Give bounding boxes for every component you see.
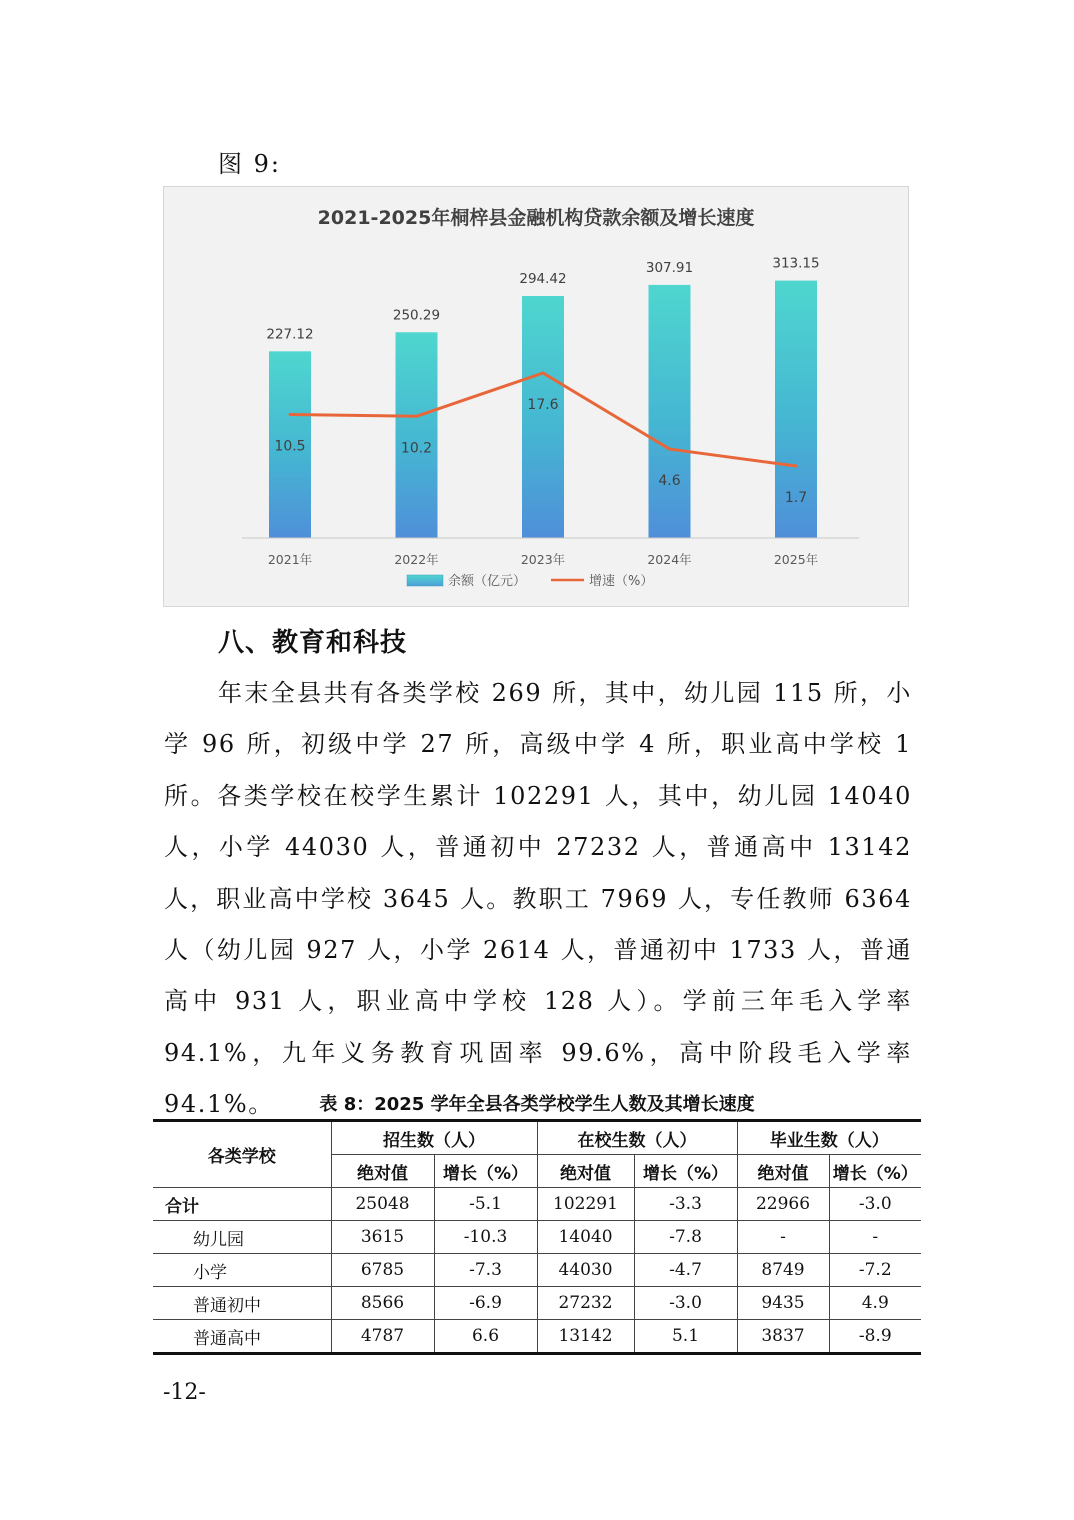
x-tick-label: 2022年 (394, 552, 439, 567)
table-cell: -3.0 (829, 1188, 921, 1221)
legend-bar-label: 余额（亿元） (448, 574, 527, 589)
bar-value-label: 227.12 (266, 326, 314, 343)
line-value-label: 17.6 (527, 397, 559, 413)
table-title: 表 8：2025 学年全县各类学校学生人数及其增长速度 (319, 1094, 755, 1115)
table-cell: 3615 (331, 1221, 434, 1254)
group-header-enrollment: 招生数（人） (331, 1121, 537, 1155)
table-cell: 13142 (537, 1320, 634, 1354)
bar-4 (649, 285, 691, 538)
table-cell: - (829, 1221, 921, 1254)
bar-value-label: 250.29 (392, 307, 441, 324)
row-label: 小学 (153, 1254, 331, 1287)
table-cell: 5.1 (634, 1320, 737, 1354)
table-cell: 102291 (537, 1188, 634, 1221)
x-tick-label: 2024年 (647, 552, 692, 567)
table-cell: -5.1 (434, 1188, 537, 1221)
subheader: 增长（%） (634, 1155, 737, 1188)
table-cell: -7.3 (434, 1254, 537, 1287)
table-cell: -3.0 (634, 1287, 737, 1320)
students-table (153, 1119, 921, 1355)
group-header-graduates: 毕业生数（人） (737, 1121, 921, 1155)
line-value-label: 4.6 (658, 473, 681, 490)
row-label: 普通初中 (153, 1287, 331, 1320)
bar-3 (522, 296, 564, 538)
table-cell: 3837 (737, 1320, 829, 1354)
table-row-header: 各类学校 (153, 1121, 331, 1188)
table-cell: 8566 (331, 1287, 434, 1320)
loan-chart (163, 186, 909, 607)
table-cell: -4.7 (634, 1254, 737, 1287)
table-row (153, 1320, 921, 1354)
chart-title: 2021-2025年桐梓县金融机构贷款余额及增长速度 (317, 207, 755, 229)
table-row (153, 1221, 921, 1254)
subheader: 绝对值 (331, 1155, 434, 1188)
legend-bar-swatch (407, 575, 443, 586)
bar-value-label: 307.91 (645, 259, 694, 276)
table-row (153, 1254, 921, 1287)
row-label: 幼儿园 (153, 1221, 331, 1254)
loan-chart-svg (164, 187, 908, 606)
table-cell: 6785 (331, 1254, 434, 1287)
table-cell: 4.9 (829, 1287, 921, 1320)
table-cell: 8749 (737, 1254, 829, 1287)
table-cell: 4787 (331, 1320, 434, 1354)
table-cell: 6.6 (434, 1320, 537, 1354)
figure-label: 图 9: (218, 150, 281, 178)
x-tick-label: 2021年 (267, 552, 313, 567)
education-paragraph: 年末全县共有各类学校 269 所，其中，幼儿园 115 所，小学 96 所，初级中学 27 所，高级中学 4 所，职业高中学校 1 所。各类学校在校学生累计 102291 人，其中，幼儿园 14040 人，小学 44030 人，普通初中 27232 人，普通高中 13142 人，职业高中学校 3645 人。教职工 7969 人，专任教师 6364 人（幼儿园 927 人，小学 2614 人，普通初中 1733 人，普通高中 931 人，职业高中学校 128 人）。学前三年毛入学率 94.1%，九年义务教育巩固率 99.6%，高中阶段毛入学率 94.1%。 (164, 679, 912, 1119)
x-tick-label: 2023年 (520, 552, 566, 567)
table-cell: 22966 (737, 1188, 829, 1221)
table-cell: 9435 (737, 1287, 829, 1320)
subheader: 增长（%） (829, 1155, 921, 1188)
table-cell: 27232 (537, 1287, 634, 1320)
table-cell: -6.9 (434, 1287, 537, 1320)
table-cell: -7.8 (634, 1221, 737, 1254)
row-label: 合计 (153, 1188, 331, 1221)
subheader: 绝对值 (737, 1155, 829, 1188)
growth-point (668, 448, 671, 451)
bar-value-label: 313.15 (772, 255, 820, 272)
table-cell: -7.2 (829, 1254, 921, 1287)
line-value-label: 1.7 (784, 490, 808, 507)
table-cell: -8.9 (829, 1320, 921, 1354)
section-title: 八、教育和科技 (218, 628, 408, 658)
table-cell: -10.3 (434, 1221, 537, 1254)
table-cell: 14040 (537, 1221, 634, 1254)
line-value-label: 10.2 (400, 440, 433, 457)
x-tick-label: 2025年 (773, 552, 819, 567)
legend-line-label: 增速（%） (589, 574, 654, 589)
bar-2 (396, 332, 438, 538)
table-cell: -3.3 (634, 1188, 737, 1221)
table-row (153, 1188, 921, 1221)
subheader: 绝对值 (537, 1155, 634, 1188)
growth-point (542, 372, 545, 375)
table-row (153, 1287, 921, 1320)
table-cell: 25048 (331, 1188, 434, 1221)
growth-point (289, 413, 292, 416)
bar-value-label: 294.42 (519, 270, 567, 287)
line-value-label: 10.5 (274, 438, 306, 455)
growth-point (415, 415, 418, 418)
table-cell: - (737, 1221, 829, 1254)
table-cell: 44030 (537, 1254, 634, 1287)
row-label: 普通高中 (153, 1320, 331, 1354)
page-number: -12- (163, 1380, 206, 1405)
subheader: 增长（%） (434, 1155, 537, 1188)
group-header-in-school: 在校生数（人） (537, 1121, 737, 1155)
growth-point (795, 465, 798, 468)
